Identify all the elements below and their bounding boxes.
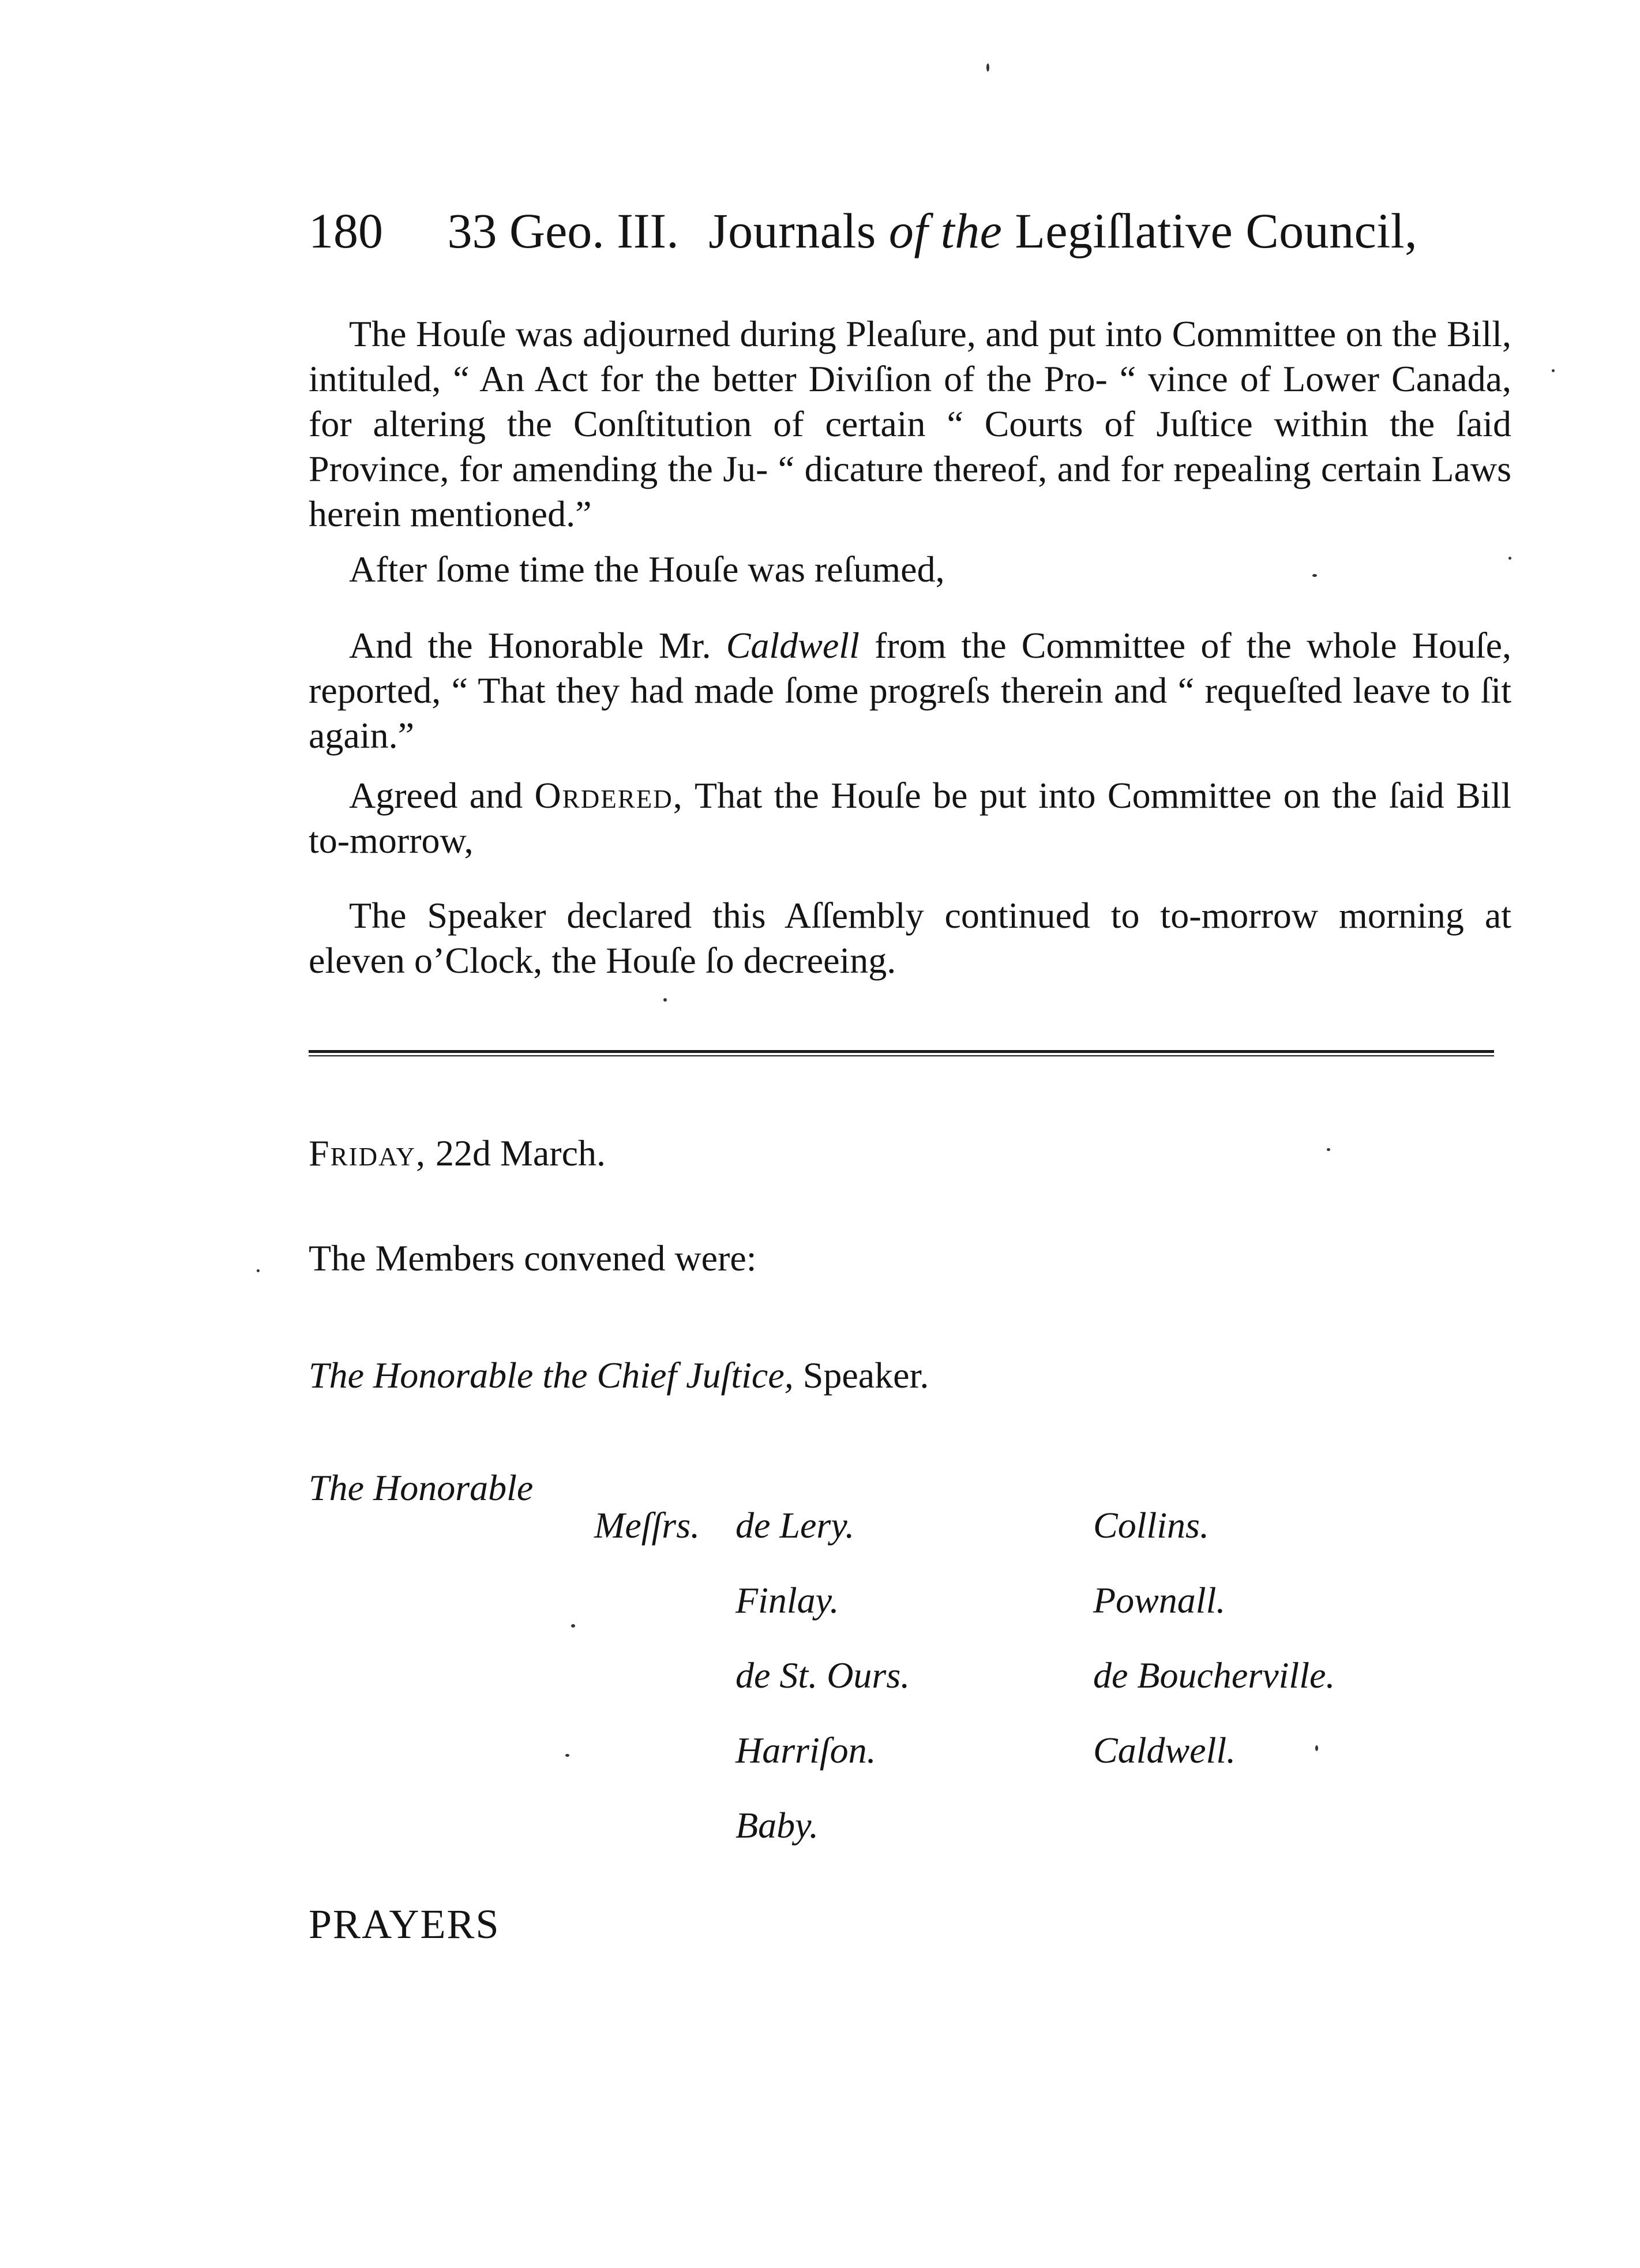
date-line [309, 1131, 606, 1176]
member-name: Finlay. [735, 1580, 839, 1621]
ordered-body: That the Houſe be put into Committee on the ſaid Bill to-morrow, [309, 775, 1512, 861]
section-divider [309, 1050, 1494, 1056]
speaker-role: Speaker. [802, 1355, 929, 1396]
member-name: de Boucherville. [1093, 1655, 1335, 1696]
ordered-keyword: Ordered, [534, 775, 684, 816]
report-body: from the Committee of the whole Houſe, reported, “ That they had made ſome progreſs therein and “ requeſted leave to ſit again.” [309, 625, 1512, 756]
scan-speck [565, 1754, 569, 1757]
member-name: Harriſon. [735, 1730, 876, 1771]
scan-speck [1315, 1745, 1318, 1751]
closing-heading: PRAYERS [309, 1901, 500, 1947]
scan-speck [663, 998, 667, 1002]
honorable-label: The Honorable [309, 1467, 534, 1508]
scan-speck [257, 1269, 260, 1272]
page-number: 180 [309, 203, 383, 258]
paragraph-adjourned: The Speaker declared this Aſſembly continued to to-morrow morning at eleven o’Clock, the Houſe ſo decreeing. [309, 895, 1511, 981]
regnal-year: 33 Geo. III. [447, 203, 679, 258]
member-name: Collins. [1093, 1505, 1209, 1546]
member-name: de Lery. [735, 1505, 855, 1546]
report-member-name: Caldwell [726, 625, 860, 666]
scan-speck [571, 1624, 575, 1628]
scan-speck [1312, 574, 1317, 577]
scan-speck [986, 63, 989, 72]
report-lead: And the Honorable Mr. [349, 625, 711, 666]
speaker-line [309, 1353, 929, 1398]
paragraph-committee: The Houſe was adjourned during Pleaſure, and put into Committee on the Bill, intituled, “ An Act for the better Diviſion of the Pro- “ vince of Lower Canada, for altering the Conſtitution of certain “ Courts of Juſtice within the ſaid Province, for amending the Ju- “ dicature thereof, and for repealing certain Laws herein mentioned.” [309, 313, 1511, 534]
member-name: Caldwell. [1093, 1730, 1236, 1771]
members-intro: The Members convened were: [309, 1238, 757, 1279]
journal-title [708, 203, 1417, 258]
paragraph-resumed: After ſome time the Houſe was reſumed, [349, 549, 945, 590]
running-header [309, 199, 1532, 263]
scan-speck [1508, 557, 1511, 560]
scan-speck [1552, 369, 1555, 372]
speaker-name: The Honorable the Chief Juſtice, [309, 1355, 794, 1396]
title-part-3: Legiſlative Council, [1015, 203, 1418, 258]
member-name: Baby. [735, 1805, 819, 1846]
date: 22d March. [435, 1133, 606, 1174]
paragraph-ordered [309, 773, 1511, 863]
member-name: de St. Ours. [735, 1655, 910, 1696]
paragraph-report [309, 623, 1511, 758]
scan-speck [1327, 1148, 1330, 1151]
ordered-lead: Agreed and [349, 775, 523, 816]
title-part-2: of the [888, 203, 1003, 258]
weekday: Friday, [309, 1133, 426, 1174]
title-part-1: Journals [708, 203, 876, 258]
member-name: Pownall. [1093, 1580, 1226, 1621]
messrs-label: Meſſrs. [594, 1505, 700, 1546]
